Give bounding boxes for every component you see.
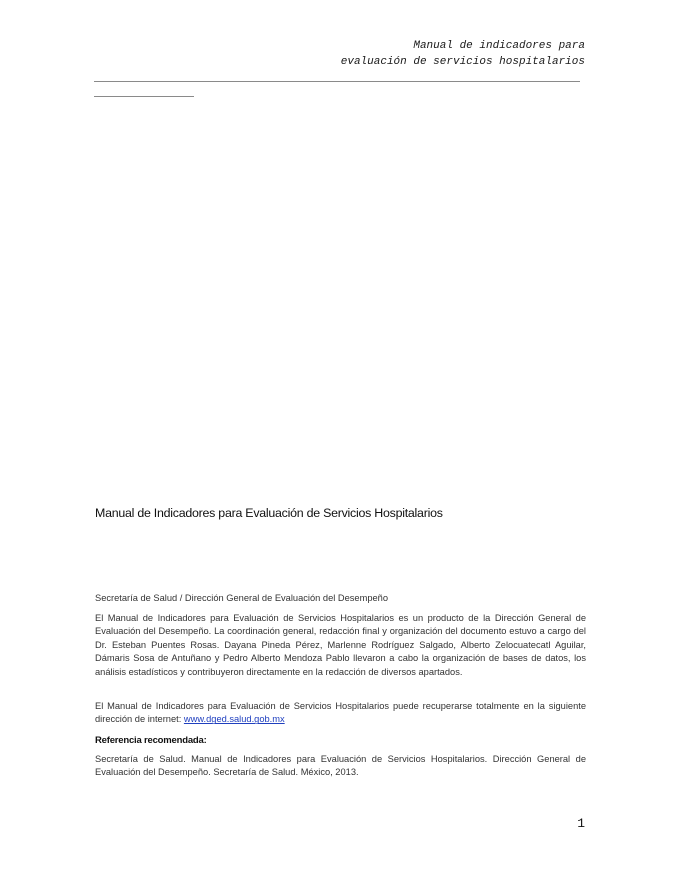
availability-paragraph <box>95 700 586 727</box>
page-number: 1 <box>577 816 585 831</box>
running-header-line-1: Manual de indicadores para <box>413 40 585 52</box>
publisher-line <box>95 592 586 605</box>
credits-text: El Manual de Indicadores para Evaluación de Servicios Hospitalarios es un producto de la Dirección General de Evaluación del Desempeño. La coordinación general, redacción final y organización del documento estuvo a cargo del Dr. Esteban Puentes Rosas. Dayana Pineda Pérez, Marlenne Rodríguez Salgado, Alberto Zelocuatecatl Aguilar, Dámaris Sosa de Antuñano y Pedro Alberto Mendoza Pablo llevaron a cabo la organización de bases de datos, los análisis estadísticos y contribuyeron directamente en la redacción de diversos apartados. <box>95 613 586 677</box>
running-header-line-2: evaluación de servicios hospitalarios <box>340 56 585 68</box>
reference-heading: Referencia recomendada: <box>95 735 207 746</box>
credits-paragraph <box>95 612 586 679</box>
reference-text: Secretaría de Salud. Manual de Indicadores para Evaluación de Servicios Hospitalarios. Dirección General de Evaluación del Desempeño. Secretaría de Salud. México, 2013. <box>95 754 586 778</box>
header-divider-short <box>94 96 194 97</box>
publisher-text: Secretaría de Salud / Dirección General de Evaluación del Desempeño <box>95 593 389 603</box>
availability-text-body: El Manual de Indicadores para Evaluación de Servicios Hospitalarios puede recuperarse totalmente en la siguiente dirección de internet: <box>95 701 586 725</box>
document-title: Manual de Indicadores para Evaluación de Servicios Hospitalarios <box>95 506 443 520</box>
running-header <box>165 38 585 70</box>
reference-paragraph <box>95 753 586 780</box>
header-divider-long <box>94 81 580 82</box>
website-link[interactable]: www.dged.salud.gob.mx <box>183 714 285 725</box>
availability-text <box>95 700 586 727</box>
